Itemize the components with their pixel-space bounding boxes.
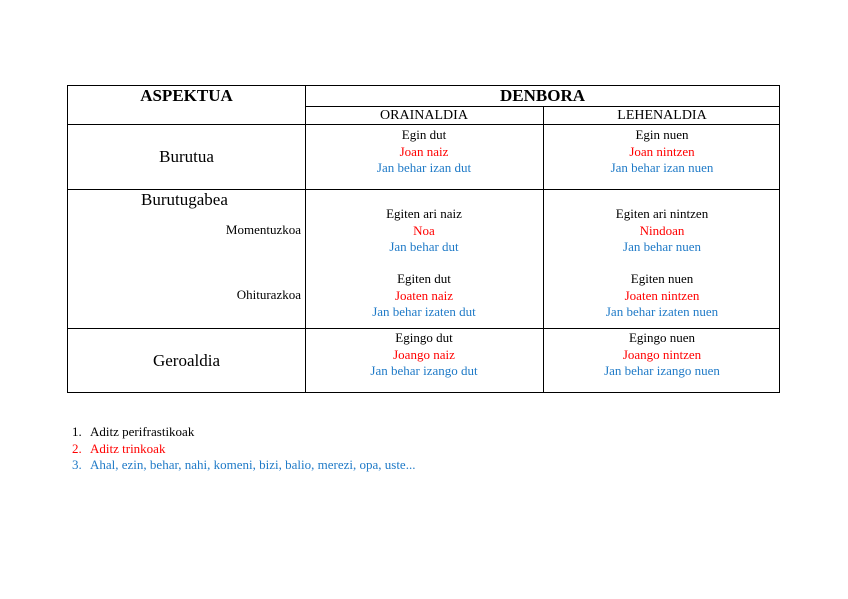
- cell-momentuzkoa-present: [305, 206, 543, 256]
- legend-item: [72, 441, 415, 458]
- form-periphrastic: Egiten ari naiz: [386, 206, 462, 221]
- cell-momentuzkoa-past: [543, 206, 781, 256]
- row-label-ohiturazkoa: Ohiturazkoa: [236, 287, 301, 302]
- form-modal: Jan behar izan dut: [376, 160, 472, 175]
- subheader-orainaldia: ORAINALDIA: [380, 108, 468, 123]
- form-periphrastic: Egiten nuen: [630, 271, 694, 286]
- row-label-burutua: Burutua: [159, 147, 214, 166]
- form-periphrastic: Egin dut: [401, 127, 447, 142]
- form-synthetic: Joan naiz: [399, 143, 449, 159]
- cell-geroaldia-past: [543, 330, 781, 380]
- form-periphrastic: Egiten ari nintzen: [615, 206, 709, 221]
- form-modal: Jan behar izan nuen: [610, 160, 714, 175]
- form-modal: Jan behar izaten dut: [372, 304, 476, 319]
- legend-text: Aditz trinkoak: [90, 440, 166, 456]
- form-modal: Jan behar dut: [389, 239, 459, 254]
- form-modal: Jan behar izaten nuen: [605, 304, 719, 319]
- form-synthetic: Joango nintzen: [622, 346, 702, 362]
- form-synthetic: Joango naiz: [393, 346, 455, 362]
- header-aspektua: ASPEKTUA: [140, 86, 233, 105]
- form-synthetic: Joan nintzen: [629, 143, 695, 159]
- form-synthetic: Joaten nintzen: [624, 287, 700, 303]
- legend-list: [72, 424, 415, 474]
- cell-burutua-past: [543, 127, 781, 177]
- cell-geroaldia-present: [305, 330, 543, 380]
- legend-item: [72, 457, 415, 474]
- row-divider-burutugabea: [68, 328, 779, 329]
- row-label-geroaldia: Geroaldia: [152, 351, 221, 370]
- legend-text: Aditz perifrastikoak: [90, 424, 195, 439]
- form-periphrastic: Egingo nuen: [628, 330, 696, 345]
- cell-burutua-present: [305, 127, 543, 177]
- row-label-burutugabea: Burutugabea: [141, 190, 228, 209]
- row-divider-subheader: [305, 106, 779, 107]
- form-synthetic: Joaten naiz: [394, 287, 454, 303]
- form-modal: Jan behar nuen: [623, 239, 701, 254]
- legend-item: [72, 424, 415, 441]
- legend-text: Ahal, ezin, behar, nahi, komeni, bizi, balio, merezi, opa, uste...: [90, 457, 416, 472]
- form-synthetic: Nindoan: [639, 222, 685, 238]
- legend-number: 2.: [72, 440, 82, 456]
- tense-aspect-table: [67, 85, 780, 393]
- cell-ohiturazkoa-present: [305, 271, 543, 321]
- subheader-lehenaldia: LEHENALDIA: [617, 108, 707, 123]
- row-divider-header: [68, 124, 779, 125]
- form-modal: Jan behar izango dut: [370, 363, 478, 378]
- row-label-momentuzkoa: Momentuzkoa: [225, 222, 301, 237]
- header-denbora: DENBORA: [499, 86, 585, 105]
- form-modal: Jan behar izango nuen: [604, 363, 720, 378]
- form-periphrastic: Egiten dut: [397, 271, 451, 286]
- form-periphrastic: Egin nuen: [635, 127, 689, 142]
- form-synthetic: Noa: [413, 222, 435, 238]
- legend-number: 3.: [72, 457, 82, 472]
- cell-ohiturazkoa-past: [543, 271, 781, 321]
- legend-number: 1.: [72, 424, 82, 439]
- form-periphrastic: Egingo dut: [395, 330, 453, 345]
